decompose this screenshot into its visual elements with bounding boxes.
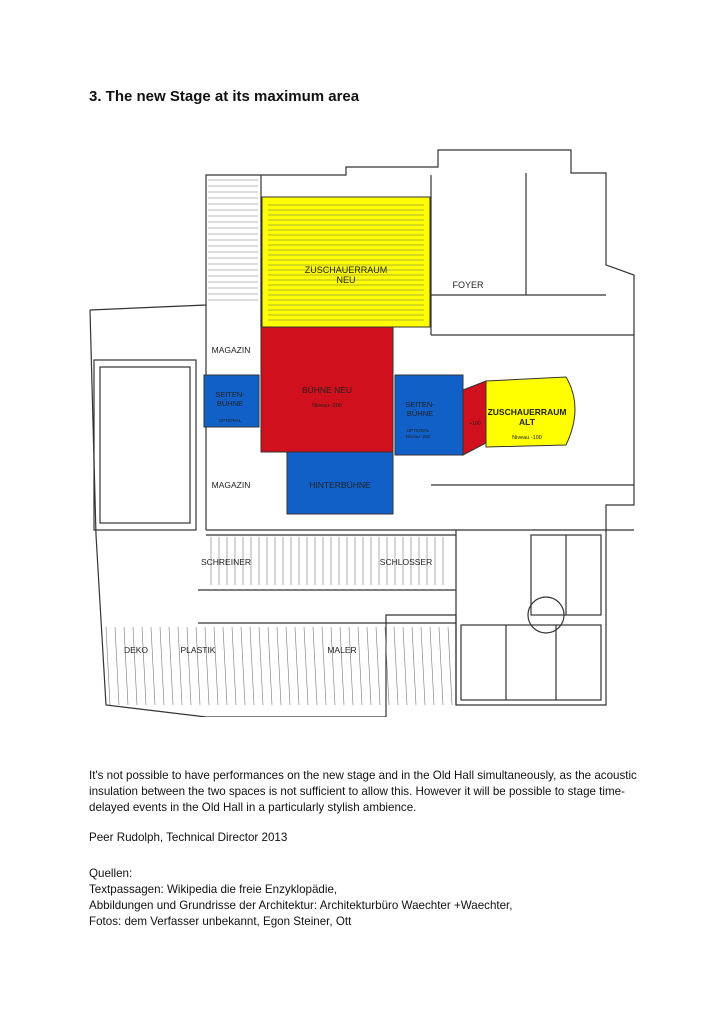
- label-schreiner: SCHREINER: [200, 557, 252, 567]
- signature: Peer Rudolph, Technical Director 2013: [89, 831, 288, 844]
- label-maler: MALER: [327, 645, 357, 655]
- label-schlosser: SCHLOSSER: [379, 557, 433, 567]
- sources-line-photos: Fotos: dem Verfasser unbekannt, Egon Steiner, Ott: [89, 915, 352, 928]
- zuschauerraum-neu-area: [262, 197, 430, 327]
- label-zuschauerraum-alt: ZUSCHAUERRAUM ALT: [487, 407, 567, 427]
- label-buehne-neu: BÜHNE NEU: [301, 385, 353, 395]
- label-seitenbuehne-right: SEITEN-BÜHNE: [405, 400, 435, 418]
- label-zuschauerraum-alt-level: Niveau -100: [512, 435, 542, 441]
- label-magazin-top: MAGAZIN: [211, 345, 251, 355]
- sources-line-text: Textpassagen: Wikipedia die freie Enzyklopädie,: [89, 883, 338, 896]
- label-plastik: PLASTIK: [180, 645, 216, 655]
- sources-line-figures: Abbildungen und Grundrisse der Architektur: Architekturbüro Waechter +Waechter,: [89, 899, 513, 912]
- floor-plan: [86, 145, 646, 717]
- label-deko: DEKO: [123, 645, 149, 655]
- body-paragraph: It's not possible to have performances on the new stage and in the Old Hall simultaneously, as the acoustic insulation between the two spaces is not sufficient to allow this. However it will be possible to stage time-delayed events in the Old Hall in a particularly stylish ambience.: [89, 769, 637, 814]
- label-zuschauerraum-neu: ZUSCHAUERRAUM NEU: [304, 265, 388, 285]
- sources-heading: Quellen:: [89, 867, 133, 880]
- label-buehne-neu-level: Niveau -200: [312, 403, 342, 409]
- label-magazin-bottom: MAGAZIN: [211, 480, 251, 490]
- red-level-area: [463, 381, 486, 455]
- sources-block: [89, 866, 649, 930]
- label-hinterbuehne: HINTERBÜHNE: [309, 480, 371, 490]
- page-title: 3. The new Stage at its maximum area: [89, 88, 360, 105]
- label-seitenbuehne-left-note: OPTIONAL: [218, 418, 242, 423]
- label-seitenbuehne-left: SEITEN-BÜHNE: [215, 390, 245, 408]
- label-foyer: FOYER: [452, 280, 484, 290]
- label-red-level: +100: [469, 421, 481, 427]
- label-seitenbuehne-right-note: OPTIONAL Niveau -200: [405, 428, 431, 439]
